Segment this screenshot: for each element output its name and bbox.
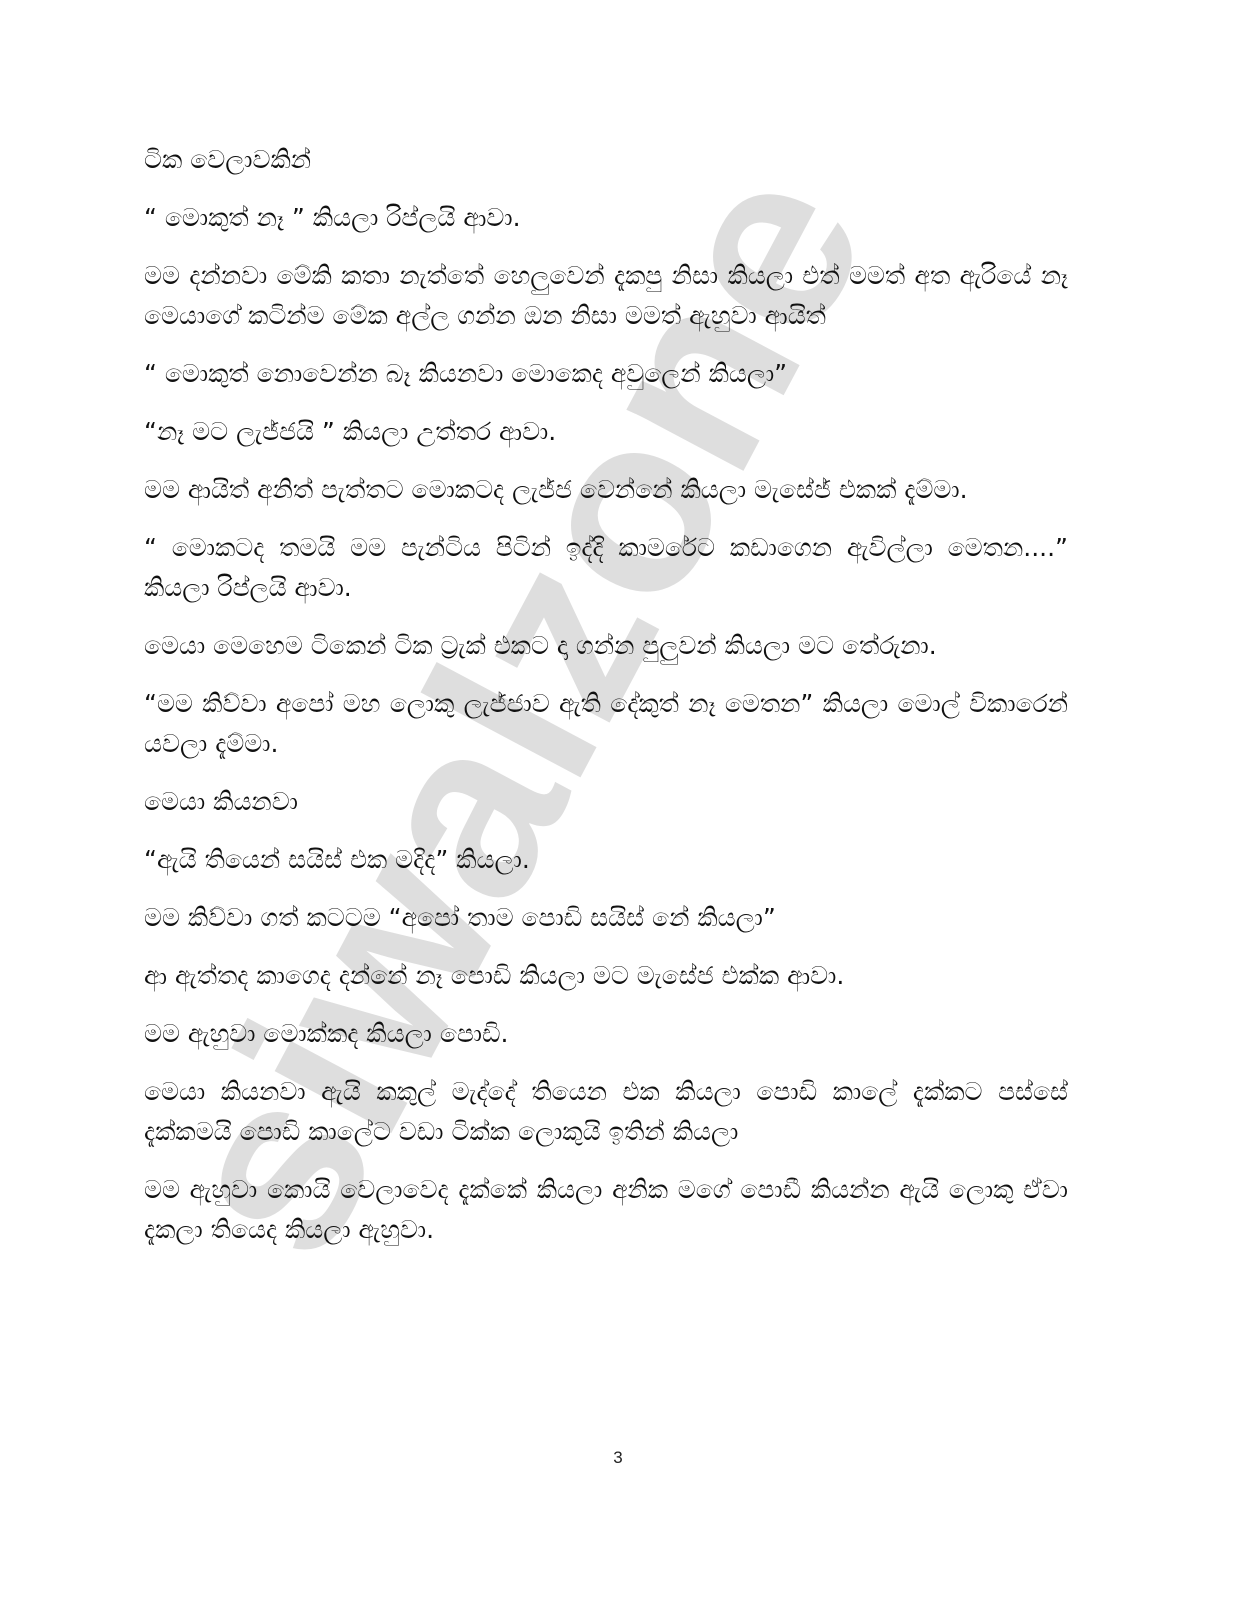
paragraph-3: මම දන්නවා මේකි කතා නැත්තේ හෙලුවෙන් දැකපු නිසා කියලා එත් මමත් අත ඇරියේ නෑ මෙයාගේ කටින්ම මේක අල්ල ගන්න ඔන නිසා මමත් ඇහුවා ආයිත් — [144, 261, 1068, 330]
paragraph-9: “මම කිව්වා අපෝ මහ ලොකු ලැජ්ජාව ඇති දේකුත් නෑ මෙතන” කියලා මොල් විකාරෙන් යවලා දැම්මා. — [144, 689, 1068, 758]
paragraph-4: “ මොකුත් නොවෙන්න බෑ කියනවා මොකෙද අවුලෙන් කියලා” — [144, 359, 788, 388]
paragraph-10: මෙයා කියනවා — [144, 787, 298, 816]
paragraph-8: මෙයා මෙහෙම ටිකෙන් ටික ට්‍රැක් එකට දා ගන්න පුලුවන් කියලා මට තේරුනා. — [144, 631, 937, 660]
paragraph-7: “ මොකටද තමයි මම පැන්ටිය පිටින් ඉද්දි කාමරේට කඩාගෙන ඇවිල්ලා මෙතන....” කියලා රිප්ලයි ආවා. — [144, 533, 1068, 602]
paragraph-11: “ඇයි තියෙන් සයිස් එක මදිද” කියලා. — [144, 845, 530, 874]
body-text — [144, 140, 1068, 1268]
paragraph-14: මම ඇහුවා මොක්කද කියලා පොඩි. — [144, 1019, 509, 1048]
page-number: 3 — [613, 1448, 623, 1467]
paragraph-13: ආ ඇත්තද කාගෙද දන්නේ නෑ පොඩි කියලා මට මැසේජ එක්ක ආවා. — [144, 961, 845, 990]
paragraph-15: මෙයා කියනවා ඇයි කකුල් මැද්දේ තියෙන එක කියලා පොඩි කාලේ දැක්කට පස්සේ දැක්කමයි පොඩි කාලේට වඩා ටික්ක ලොකුයි ඉතින් කියලා — [144, 1077, 1068, 1146]
paragraph-2: “ මොකුත් නෑ ” කියලා රිප්ලයි ආවා. — [144, 203, 521, 232]
watermark-text: siwalzone — [215, 150, 920, 1270]
paragraph-1: ටික වෙලාවකින් — [144, 145, 312, 174]
paragraph-6: මම ආයිත් අනිත් පැත්තට මොකටද ලැජ්ජ වෙන්නේ කියලා මැසේජ් එකක් දැම්මා. — [144, 475, 968, 504]
paragraph-12: මම කිව්වා ගත් කටටම “අපෝ තාම පොඩි සයිස් නේ කියලා” — [144, 903, 776, 932]
paragraph-5: “නෑ මට ලැජ්ජයි ” කියලා උත්තර ආවා. — [144, 417, 557, 446]
paragraph-16: මම ඇහුවා කොයි වෙලාවෙද දැක්කේ කියලා අනික මගේ පොඩී කියන්න ඇයි ලොකු ඒවා දැකලා තියෙද කියලා ඇහුවා. — [144, 1175, 1068, 1244]
